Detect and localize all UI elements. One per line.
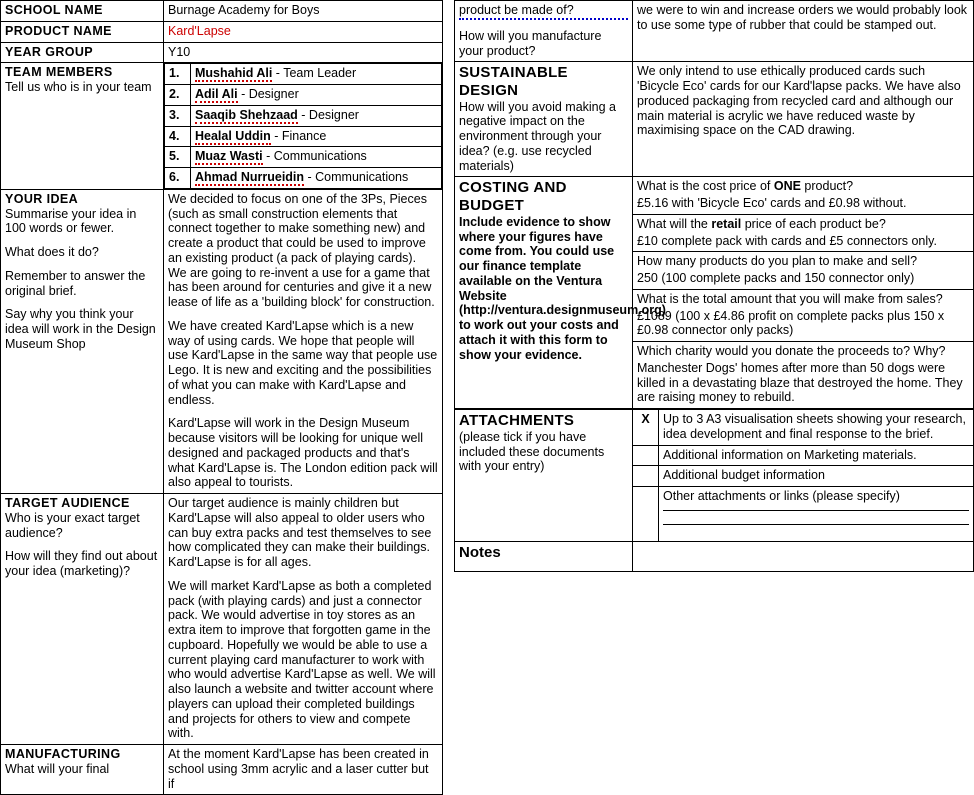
your-idea-para-3: Kard'Lapse will work in the Design Museum because visitors will be looking for unique well designed and packaged products and that's what Kard'Lapse is. The London edition pack will also appeal to tourists. [168,416,438,490]
team-members-list-cell [164,63,443,190]
manufacturing-cont-text: we were to win and increase orders we would probably look to use some type of rubber that could be stamped out. [637,3,968,32]
row-attachments [455,410,974,446]
costing-item-cell[interactable] [633,342,974,409]
attachment-item-3: Additional budget information [659,466,974,487]
costing-question [637,344,969,359]
your-idea-para-2: We have created Kard'Lapse which is a new way of using cards. We hope that people will use Kard'Lapse in the same way that people use Lego. It is new and exciting and the possibilities of what you can make with Kard'Lapse and endless. [168,318,438,407]
row-costing-budget [455,177,974,215]
year-group-value[interactable]: Y10 [164,42,443,63]
costing-item-cell[interactable] [633,177,974,215]
attachments-prompt: (please tick if you have included these documents with your entry) [459,429,605,474]
your-idea-prompt-4: Say why you think your idea will work in the Design Museum Shop [5,307,156,351]
member-number: 5. [165,147,191,168]
member-name-cell[interactable] [191,64,442,85]
member-name-cell[interactable] [191,168,442,189]
costing-question [637,217,969,232]
row-year-group [1,42,443,63]
product-name-label: PRODUCT NAME [1,21,164,42]
attachment-item-1: Up to 3 A3 visualisation sheets showing your research, idea development and final response to the brief. [659,410,974,446]
sustainable-design-label: SUSTAINABLE DESIGN [459,64,568,99]
row-sustainable-design [455,62,974,177]
member-role: - Communications [304,170,409,184]
target-audience-label-cell [1,494,164,745]
manufacturing-answer-cell[interactable] [164,745,443,795]
member-role: - Designer [237,87,299,101]
member-name: Adil Ali [195,87,238,101]
attachment-checkbox[interactable] [633,445,659,466]
member-name: Ahmad Nurrueidin [195,170,305,184]
your-idea-para-1: We decided to focus on one of the 3Ps, Pieces (such as small construction elements that connect together to make something new) and create a product that could be used to improve an existing product (a pack of playing cards). We are going to re-invent a use for a game that has been around for centuries and give it a new lease of life as a 'building block' for construction. [168,191,435,309]
table-row [165,64,442,85]
table-row [165,85,442,106]
table-row [165,147,442,168]
costing-answer: £10 complete pack with cards and £5 connectors only. [637,233,937,248]
costing-question [637,179,969,194]
costing-budget-label: COSTING AND BUDGET [459,179,567,215]
attachment-write-line-2[interactable] [663,524,969,538]
member-name-cell[interactable] [191,126,442,147]
right-form-table [454,0,974,409]
target-audience-prompt-1: Who is your exact target audience? [5,510,140,540]
member-number: 3. [165,105,191,126]
member-name: Saaqib Shehzaad [195,107,298,122]
attachment-checkbox-ticked[interactable]: X [633,410,659,446]
your-idea-label: YOUR IDEA [5,191,79,206]
left-column [0,0,443,791]
manufacturing-cont-label-cell [455,1,633,62]
school-name-value[interactable]: Burnage Academy for Boys [164,1,443,22]
row-your-idea [1,189,443,493]
costing-question [637,292,969,307]
manufacturing-label: MANUFACTURING [5,747,121,761]
right-column [454,0,974,736]
manufacturing-cont-prompt-1: product be made of? [459,3,628,20]
member-role: - Designer [297,107,359,122]
member-role: - Communications [262,149,367,164]
costing-question-pre: What will the [637,216,712,231]
costing-answer: £5.16 with 'Bicycle Eco' cards and £0.98 without. [637,196,907,211]
row-team-members [1,63,443,190]
left-form-table [0,0,443,795]
costing-question-emphasis: retail [711,216,742,231]
team-members-label-cell [1,63,164,190]
school-name-label: SCHOOL NAME [1,1,164,22]
target-audience-para-2: We will market Kard'Lapse as both a completed pack (with playing cards) and just a connector pack. We would advertise in toy stores as an extra item to improve that forgotten game in the cupboard. Hopefully we would be able to use a current playing card manufacturer to work with who would advertise Kard'Lapse as well. We will also launch a website and twitter account where players can upload their completed buildings and projects for others to view and compete with. [168,578,436,741]
sustainable-design-prompt: How will you avoid making a negative impact on the environment through your idea? (e.g. use recycled materials) [459,99,617,173]
team-members-table [164,63,442,189]
member-number: 4. [165,126,191,147]
target-audience-answer-cell[interactable] [164,494,443,745]
row-product-name [1,21,443,42]
costing-question [637,254,969,269]
manufacturing-text: At the moment Kard'Lapse has been created in school using 3mm acrylic and a laser cutter but if [168,747,429,791]
table-row [165,168,442,189]
product-name-value[interactable]: Kard'Lapse [164,21,443,42]
row-target-audience [1,494,443,745]
costing-question-emphasis: ONE [773,179,801,194]
table-row [165,105,442,126]
costing-question-post: price of each product be? [741,216,886,231]
target-audience-label: TARGET AUDIENCE [5,496,130,510]
notes-label: Notes [455,541,633,571]
costing-label-cell [455,177,666,409]
row-manufacturing-continued [455,1,974,62]
sustainable-label-cell [455,62,633,177]
member-number: 2. [165,85,191,106]
member-name-cell[interactable] [191,85,442,106]
notes-value[interactable] [633,541,974,571]
costing-item-cell[interactable] [633,289,974,341]
your-idea-prompt-3: Remember to answer the original brief. [5,268,146,298]
costing-question-post: product? [800,179,854,194]
team-members-label: TEAM MEMBERS [5,65,113,80]
costing-answer: 250 (100 complete packs and 150 connector only) [637,271,915,286]
row-notes [455,541,974,571]
member-name: Muaz Wasti [195,149,263,164]
manufacturing-label-cell [1,745,164,795]
attachments-label-cell [455,410,633,542]
costing-item-cell[interactable] [633,252,974,290]
row-manufacturing [1,745,443,795]
your-idea-prompt-1: Summarise your idea in 100 words or fewer. [5,206,137,236]
your-idea-prompt-2: What does it do? [5,245,99,259]
your-idea-label-cell [1,189,164,493]
costing-question-pre: What is the total amount that you will make from sales? [637,291,943,306]
manufacturing-cont-answer-cell[interactable] [633,1,974,62]
sustainable-answer-cell[interactable] [633,62,974,177]
member-number: 1. [165,64,191,85]
attachment-item-2: Additional information on Marketing materials. [659,445,974,466]
member-number: 6. [165,168,191,189]
row-school-name [1,1,443,22]
costing-answer: £1089 (100 x £4.86 profit on complete packs plus 150 x £0.98 connector only packs) [637,308,945,338]
member-role: - Team Leader [272,66,357,81]
year-group-label: YEAR GROUP [1,42,164,63]
your-idea-answer-cell[interactable] [164,189,443,493]
sustainable-design-text: We only intend to use ethically produced cards such 'Bicycle Eco' cards for our Kard'lapse packs. We have also produced packaging from recycled card and although our main material is acrylic we have reduced waste by maximising space on the CAD drawing. [637,64,961,138]
manufacturing-prompt: What will your final [5,761,110,776]
attachment-write-line-1[interactable] [663,510,969,524]
attachment-item-4-label: Other attachments or links (please specify) [663,489,900,504]
member-name-cell[interactable] [191,147,442,168]
costing-budget-prompt: Include evidence to show where your figures have come from. You could use our finance template available on the Ventura Website (http://ventura.designmuseum.org) to work out your costs and attach it with this form to show your evidence. [459,214,666,362]
costing-item-cell[interactable] [633,214,974,252]
attachments-label: ATTACHMENTS [459,412,575,430]
member-name-cell[interactable] [191,105,442,126]
member-role: - Finance [270,128,327,143]
target-audience-prompt-2: How will they find out about your idea (marketing)? [5,549,158,578]
attachment-checkbox[interactable] [633,466,659,487]
attachment-checkbox[interactable] [633,487,659,542]
member-name: Mushahid Ali [195,66,273,81]
attachment-item-4 [659,487,974,542]
costing-question-pre: How many products do you plan to make and sell? [637,254,918,269]
costing-question-pre: Which charity would you donate the proceeds to? Why? [637,344,946,359]
team-members-sub: Tell us who is in your team [5,80,152,94]
manufacturing-cont-prompt-2: How will you manufacture your product? [459,28,602,58]
costing-question-pre: What is the cost price of [637,179,774,194]
attachments-table [454,409,974,572]
column-gutter [443,0,454,736]
table-row [165,126,442,147]
member-name: Healal Uddin [195,128,271,143]
target-audience-para-1: Our target audience is mainly children but Kard'Lapse will also appeal to older users who can buy extra packs and test themselves to see how complicated they can make their buildings. Kard'Lapse is for all ages. [168,496,432,569]
costing-answer: Manchester Dogs' homes after more than 50 dogs were killed in a devastating blaze that destroyed the home. They are raising money to rebuild. [637,360,963,405]
